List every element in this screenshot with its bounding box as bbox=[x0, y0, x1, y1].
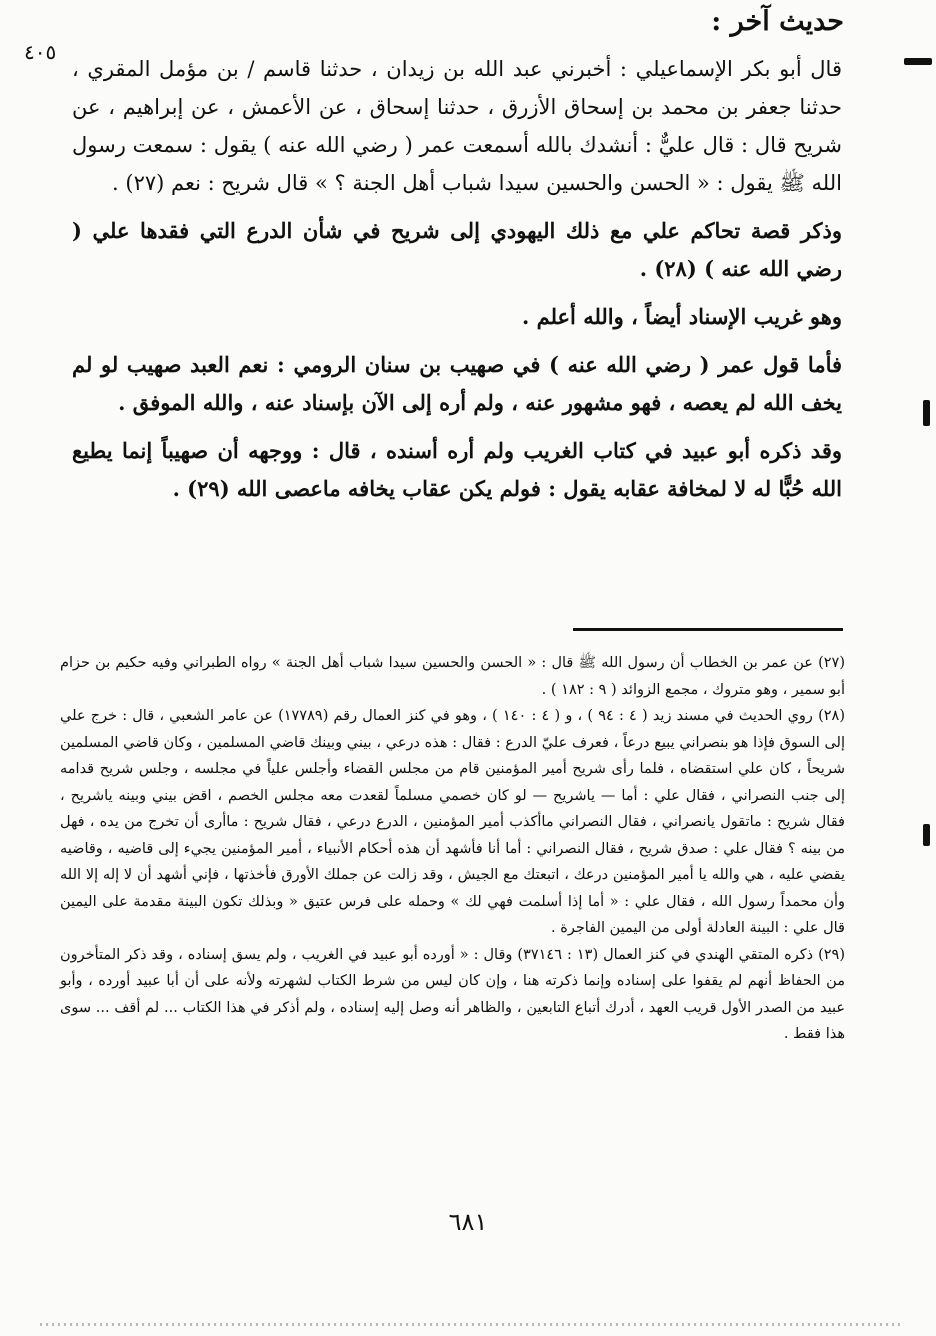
paragraph-story: وذكر قصة تحاكم علي مع ذلك اليهودي إلى شريح في شأن الدرع التي فقدها علي ( رضي الله عنه ) (٢٨) . bbox=[72, 218, 842, 281]
paragraph-isnad: قال أبو بكر الإسماعيلي : أخبرني عبد الله بن زيدان ، حدثنا قاسم / بن مؤمل المقري ، حدثنا جعفر بن محمد بن إسحاق الأزرق ، حدثنا إسحاق ، عن الأعمش ، عن إبراهيم ، عن شريح قال : قال عليٌّ : أنشدك بالله أسمعت عمر ( رضي الله عنه ) يقول : سمعت رسول الله ﷺ يقول : « الحسن والحسين سيدا شباب أهل الجنة ؟ » قال شريح : نعم (٢٧) . bbox=[72, 57, 842, 195]
section-heading: حديث آخر : bbox=[711, 6, 844, 37]
footnote-28: (٢٨) روي الحديث في مسند زيد ( ٤ : ٩٤ ) ، و ( ٤ : ١٤٠ ) ، وهو في كنز العمال رقم (١٧٧٨٩) عن عامر الشعبي ، قال : خرج علي إلى السوق فإذا هو بنصراني يبيع درعاً ، فعرف عليّ الدرع : فقال : هذه درعي ، بيني وبينك قاضي المسلمين ، وكان قاضي المسلمين شريحاً ، كان علي استقضاه ، فلما رأى شريح أمير المؤمنين قام من مجلس القضاء وأجلس علياً في مجلسه ، وجلس شريح قدامه إلى جنب النصراني ، فقال علي : أما — ياشريح — لو كان خصمي مسلماً لقعدت معه مجلس الخصم ، اقض بيني وبينه ياشريح ، فقال شريح : ماتقول يانصراني ، فقال النصراني ماأكذب أمير المؤمنين ، الدرع درعي ، فقال شريح : ماأرى أن تخرج من يده ، فهل من بينه ؟ فقال علي : صدق شريح ، فقال النصراني : أما أنا فأشهد أن هذه أحكام الأنبياء ، أمير المؤمنين يجيء إلى قاضيه ، وقاضيه يقضي عليه ، هي والله يا أمير المؤمنين درعك ، اتبعتك مع الجيش ، وقد زالت عن جملك الأورق فأخذتها ، فإني أشهد أن لا إله إلا الله وأن محمداً رسول الله ، فقال علي : « أما إذا أسلمت فهي لك » وحمله على فرس عتيق « وبذلك تكون البينة مقدمة على اليمين قال علي : البينة العادلة أولى من اليمين الفاجرة . bbox=[60, 708, 846, 936]
footnote-29: (٢٩) ذكره المتقي الهندي في كنز العمال (١٣ : ٣٧١٤٦) وقال : « أورده أبو عبيد في الغريب ، ولم يسق إسناده ، وقد ذكر المتأخرون من الحفاظ أنهم لم يقفوا على إسناده وإنما ذكرته هنا ، وإن كان ليس من شرط الكتاب لشهرته ولأنه على أن أبا عبيد أورده ، وأبو عبيد من الصدر الأول قريب العهد ، أدرك أتباع التابعين ، والظاهر أنه وصل إليه إسناده ، ولم أذكر في هذا الكتاب ... لم أقف ... سوى هذا فقط . bbox=[60, 946, 846, 1042]
scan-edge-mark bbox=[923, 400, 930, 426]
paragraph-umar-suhayb: فأما قول عمر ( رضي الله عنه ) في صهيب بن سنان الرومي : نعم العبد صهيب لو لم يخف الله لم يعصه ، فهو مشهور عنه ، ولم أره إلى الآن بإسناد عنه ، والله الموفق . bbox=[72, 352, 843, 415]
scan-noise-line bbox=[40, 1323, 900, 1326]
footnote-27: (٢٧) عن عمر بن الخطاب أن رسول الله ﷺ قال : « الحسن والحسين سيدا شباب أهل الجنة » رواه الطبراني وفيه حكيم بن حزام أبو سمير ، وهو متروك ، مجمع الزوائد ( ٩ : ١٨٢ ) . bbox=[60, 655, 845, 698]
paragraph-gharib: وهو غريب الإسناد أيضاً ، والله أعلم . bbox=[521, 304, 842, 329]
page-number: ٦٨١ bbox=[448, 1208, 488, 1236]
footnotes bbox=[60, 650, 845, 1048]
scan-edge-mark bbox=[904, 58, 932, 65]
footnote-separator bbox=[573, 628, 843, 631]
main-text bbox=[72, 50, 842, 518]
paragraph-abu-ubayd: وقد ذكره أبو عبيد في كتاب الغريب ولم أره أسنده ، قال : ووجهه أن صهيباً إنما يطيع الله حُبًّا له لا لمخافة عقابه يقول : فولم يكن عقاب يخافه ماعصى الله (٢٩) . bbox=[72, 438, 843, 501]
scan-edge-mark bbox=[923, 824, 930, 846]
margin-page-number: ٤٠٥ bbox=[24, 40, 57, 64]
